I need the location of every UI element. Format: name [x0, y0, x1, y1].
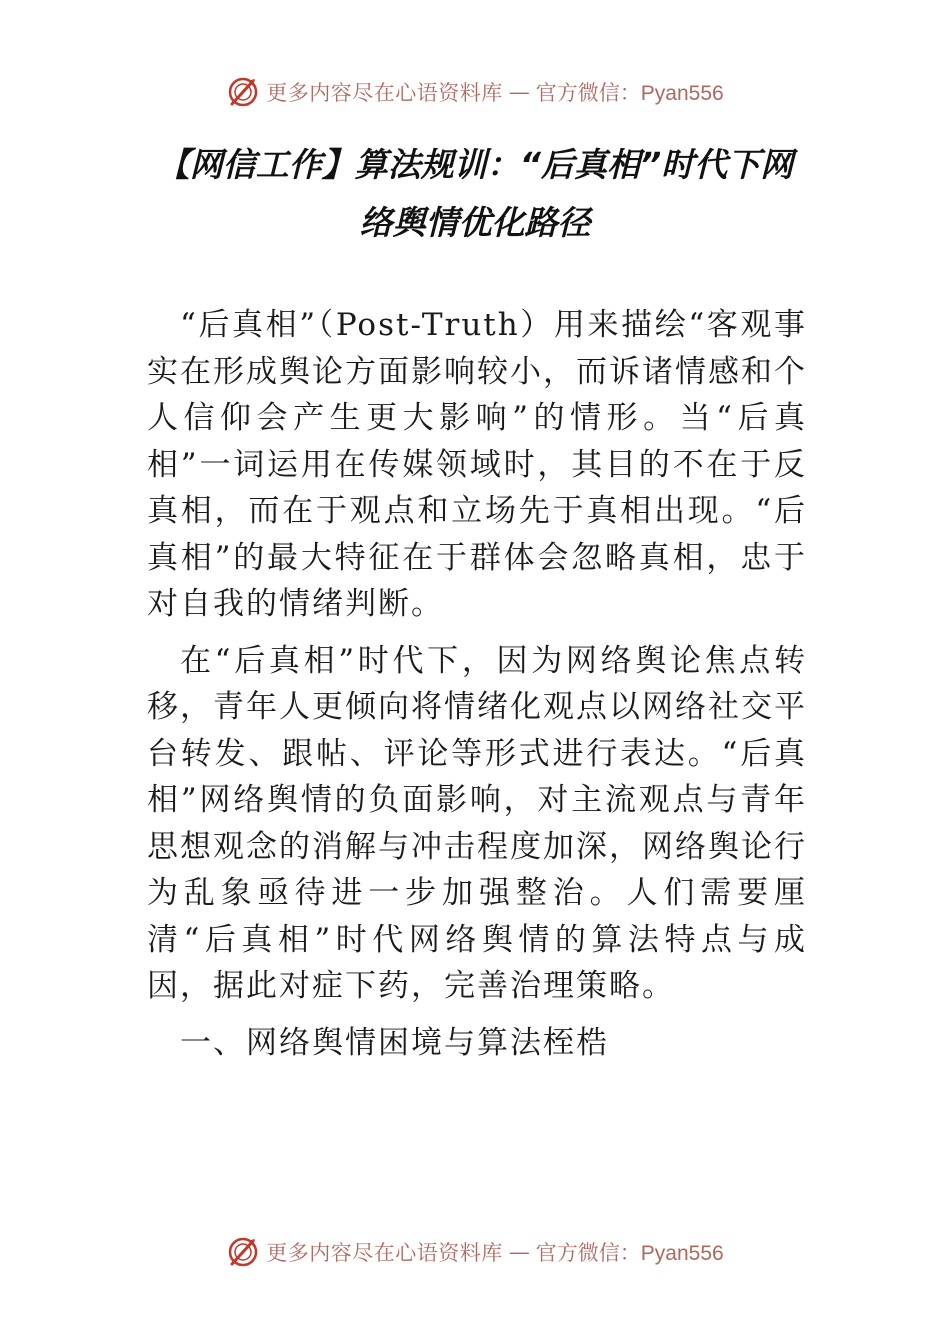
document-title [110, 136, 840, 252]
article-body [147, 302, 807, 1066]
paragraph: “后真相”（Post-Truth）用来描绘“客观事实在形成舆论方面影响较小，而诉诸情感和个人信仰会产生更大影响”的情形。当“后真相”一词运用在传媒领域时，其目的不在于反真相，而在于观点和立场先于真相出现。“后真相”的最大特征在于群体会忽略真相，忠于对自我的情绪判断。 [147, 307, 807, 622]
title-line-2: 络舆情优化路径 [359, 203, 591, 242]
banner-contact: 官方微信：Pyan556 [535, 1242, 724, 1265]
footer-banner [0, 1232, 950, 1272]
title-line-1: 【网信工作】算法规训：“后真相”时代下网 [156, 145, 794, 184]
banner-separator: — [508, 80, 530, 104]
header-banner [0, 72, 950, 112]
banner-separator: — [508, 1240, 530, 1264]
section-heading: 一、网络舆情困境与算法桎梏 [180, 1024, 609, 1061]
paragraph: 在“后真相”时代下，因为网络舆论焦点转移，青年人更倾向将情绪化观点以网络社交平台转发、跟帖、评论等形式进行表达。“后真相”网络舆情的负面影响，对主流观点与青年思想观念的消解与冲击程度加深，网络舆论行为乱象亟待进一步加强整治。人们需要厘清“后真相”时代网络舆情的算法特点与成因，据此对症下药，完善治理策略。 [147, 642, 807, 1004]
banner-contact: 官方微信：Pyan556 [535, 82, 724, 105]
banner-text: 更多内容尽在心语资料库 [266, 81, 503, 105]
logo-icon [226, 75, 260, 109]
logo-icon [226, 1235, 260, 1269]
banner-text: 更多内容尽在心语资料库 [266, 1241, 503, 1265]
